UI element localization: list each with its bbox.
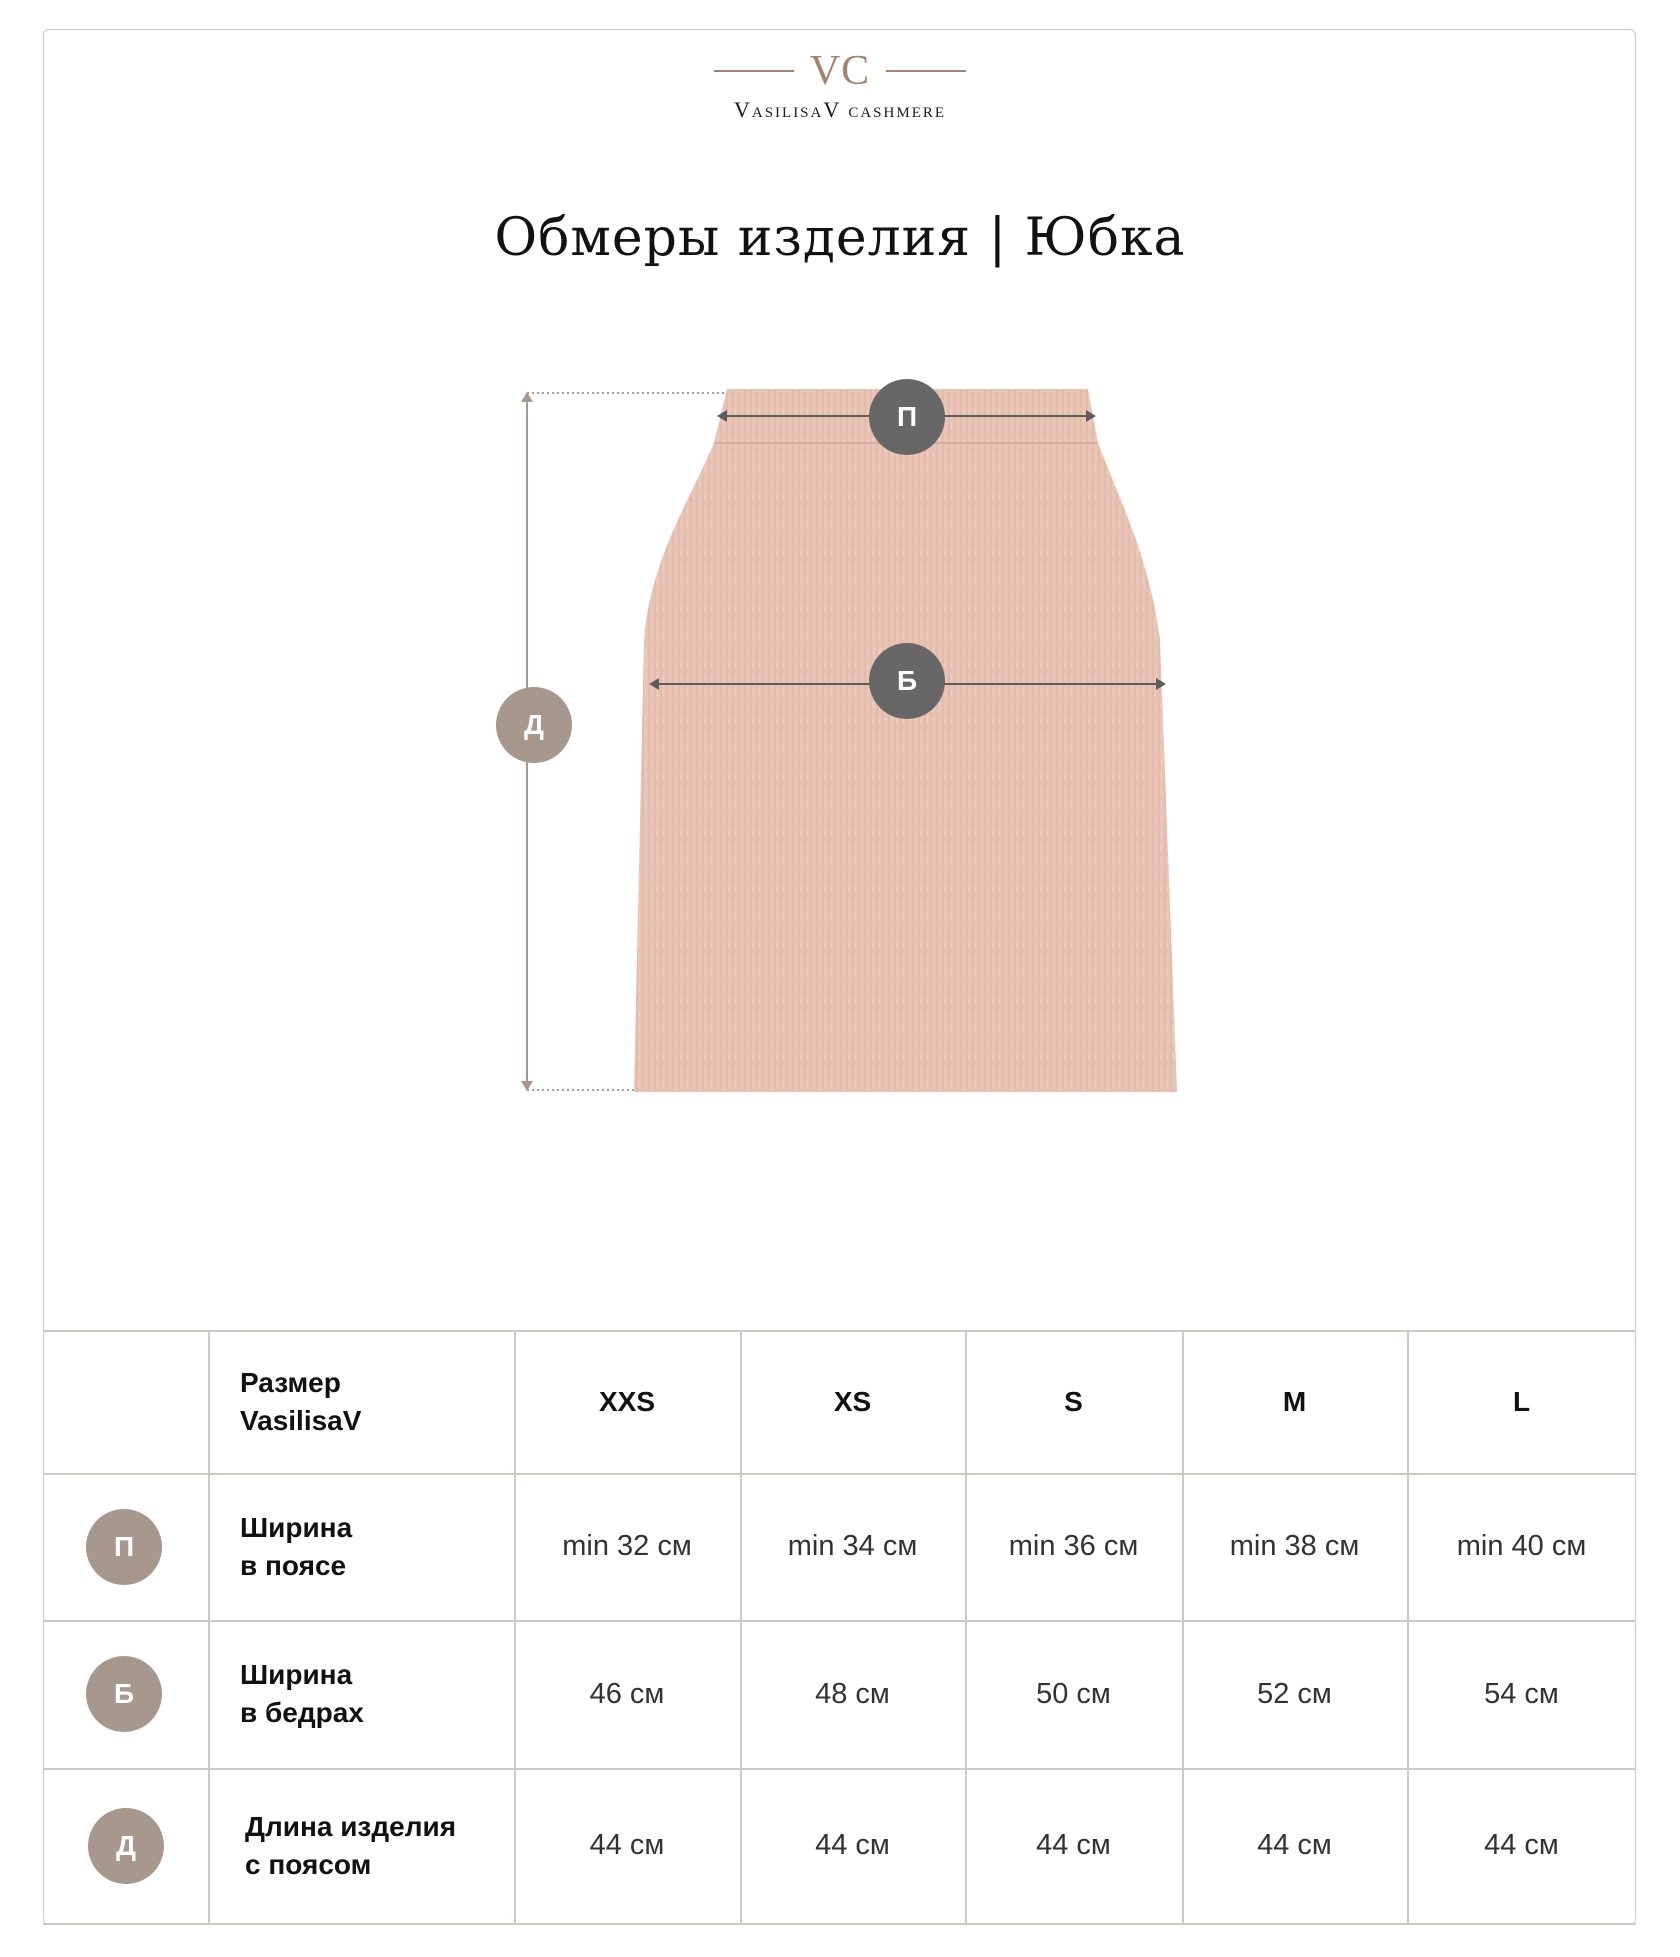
table-cell: min 34 см (787, 1530, 918, 1562)
row-marker-length: Д (88, 1808, 164, 1884)
row-label-hips (208, 1620, 514, 1768)
table-cell: 54 см (1484, 1677, 1559, 1710)
header-label-line1: Размер (240, 1366, 341, 1398)
header-label-line2: VasilisaV (240, 1404, 362, 1436)
size-col-xs: XS (833, 1385, 872, 1417)
table-cell: 44 см (1484, 1829, 1559, 1861)
skirt-body (634, 443, 1177, 1092)
length-marker: Д (496, 687, 572, 763)
hips-marker: Б (869, 643, 945, 719)
row-marker-waist: П (86, 1509, 162, 1585)
size-col-xxs: XXS (598, 1385, 656, 1417)
row-label-length (213, 1768, 514, 1923)
row-label-line1: Ширина (240, 1511, 353, 1543)
table-cell: 52 см (1257, 1677, 1332, 1710)
table-cell: 48 см (815, 1677, 890, 1710)
header-size-label (208, 1330, 514, 1473)
logo-brand-name: VasilisaV cashmere (733, 97, 947, 122)
table-cell: 46 см (589, 1677, 665, 1710)
row-label-line2: с поясом (245, 1848, 372, 1880)
row-label-waist (208, 1473, 514, 1620)
row-label-line2: в поясе (240, 1549, 347, 1581)
table-cell: 50 см (1036, 1677, 1111, 1710)
size-table (43, 1330, 1636, 1925)
table-cell: 44 см (589, 1829, 665, 1861)
size-col-l: L (1512, 1385, 1531, 1417)
table-cell: min 38 см (1229, 1530, 1360, 1562)
table-cell: min 32 см (562, 1530, 692, 1562)
size-col-m: M (1282, 1385, 1307, 1417)
logo-monogram: VC (809, 48, 871, 94)
table-cell: 44 см (1257, 1829, 1332, 1861)
table-cell: 44 см (815, 1829, 890, 1861)
table-cell: min 40 см (1456, 1530, 1587, 1562)
waist-marker: П (869, 379, 945, 455)
size-col-s: S (1064, 1385, 1083, 1417)
row-label-line1: Ширина (240, 1659, 353, 1690)
row-label-line1: Длина изделия (245, 1810, 457, 1842)
row-label-line2: в бедрах (240, 1697, 364, 1728)
table-cell: 44 см (1036, 1829, 1111, 1861)
page-title: Обмеры изделия | Юбка (494, 208, 1186, 268)
row-marker-hips: Б (86, 1656, 162, 1732)
table-cell: min 36 см (1008, 1530, 1139, 1562)
